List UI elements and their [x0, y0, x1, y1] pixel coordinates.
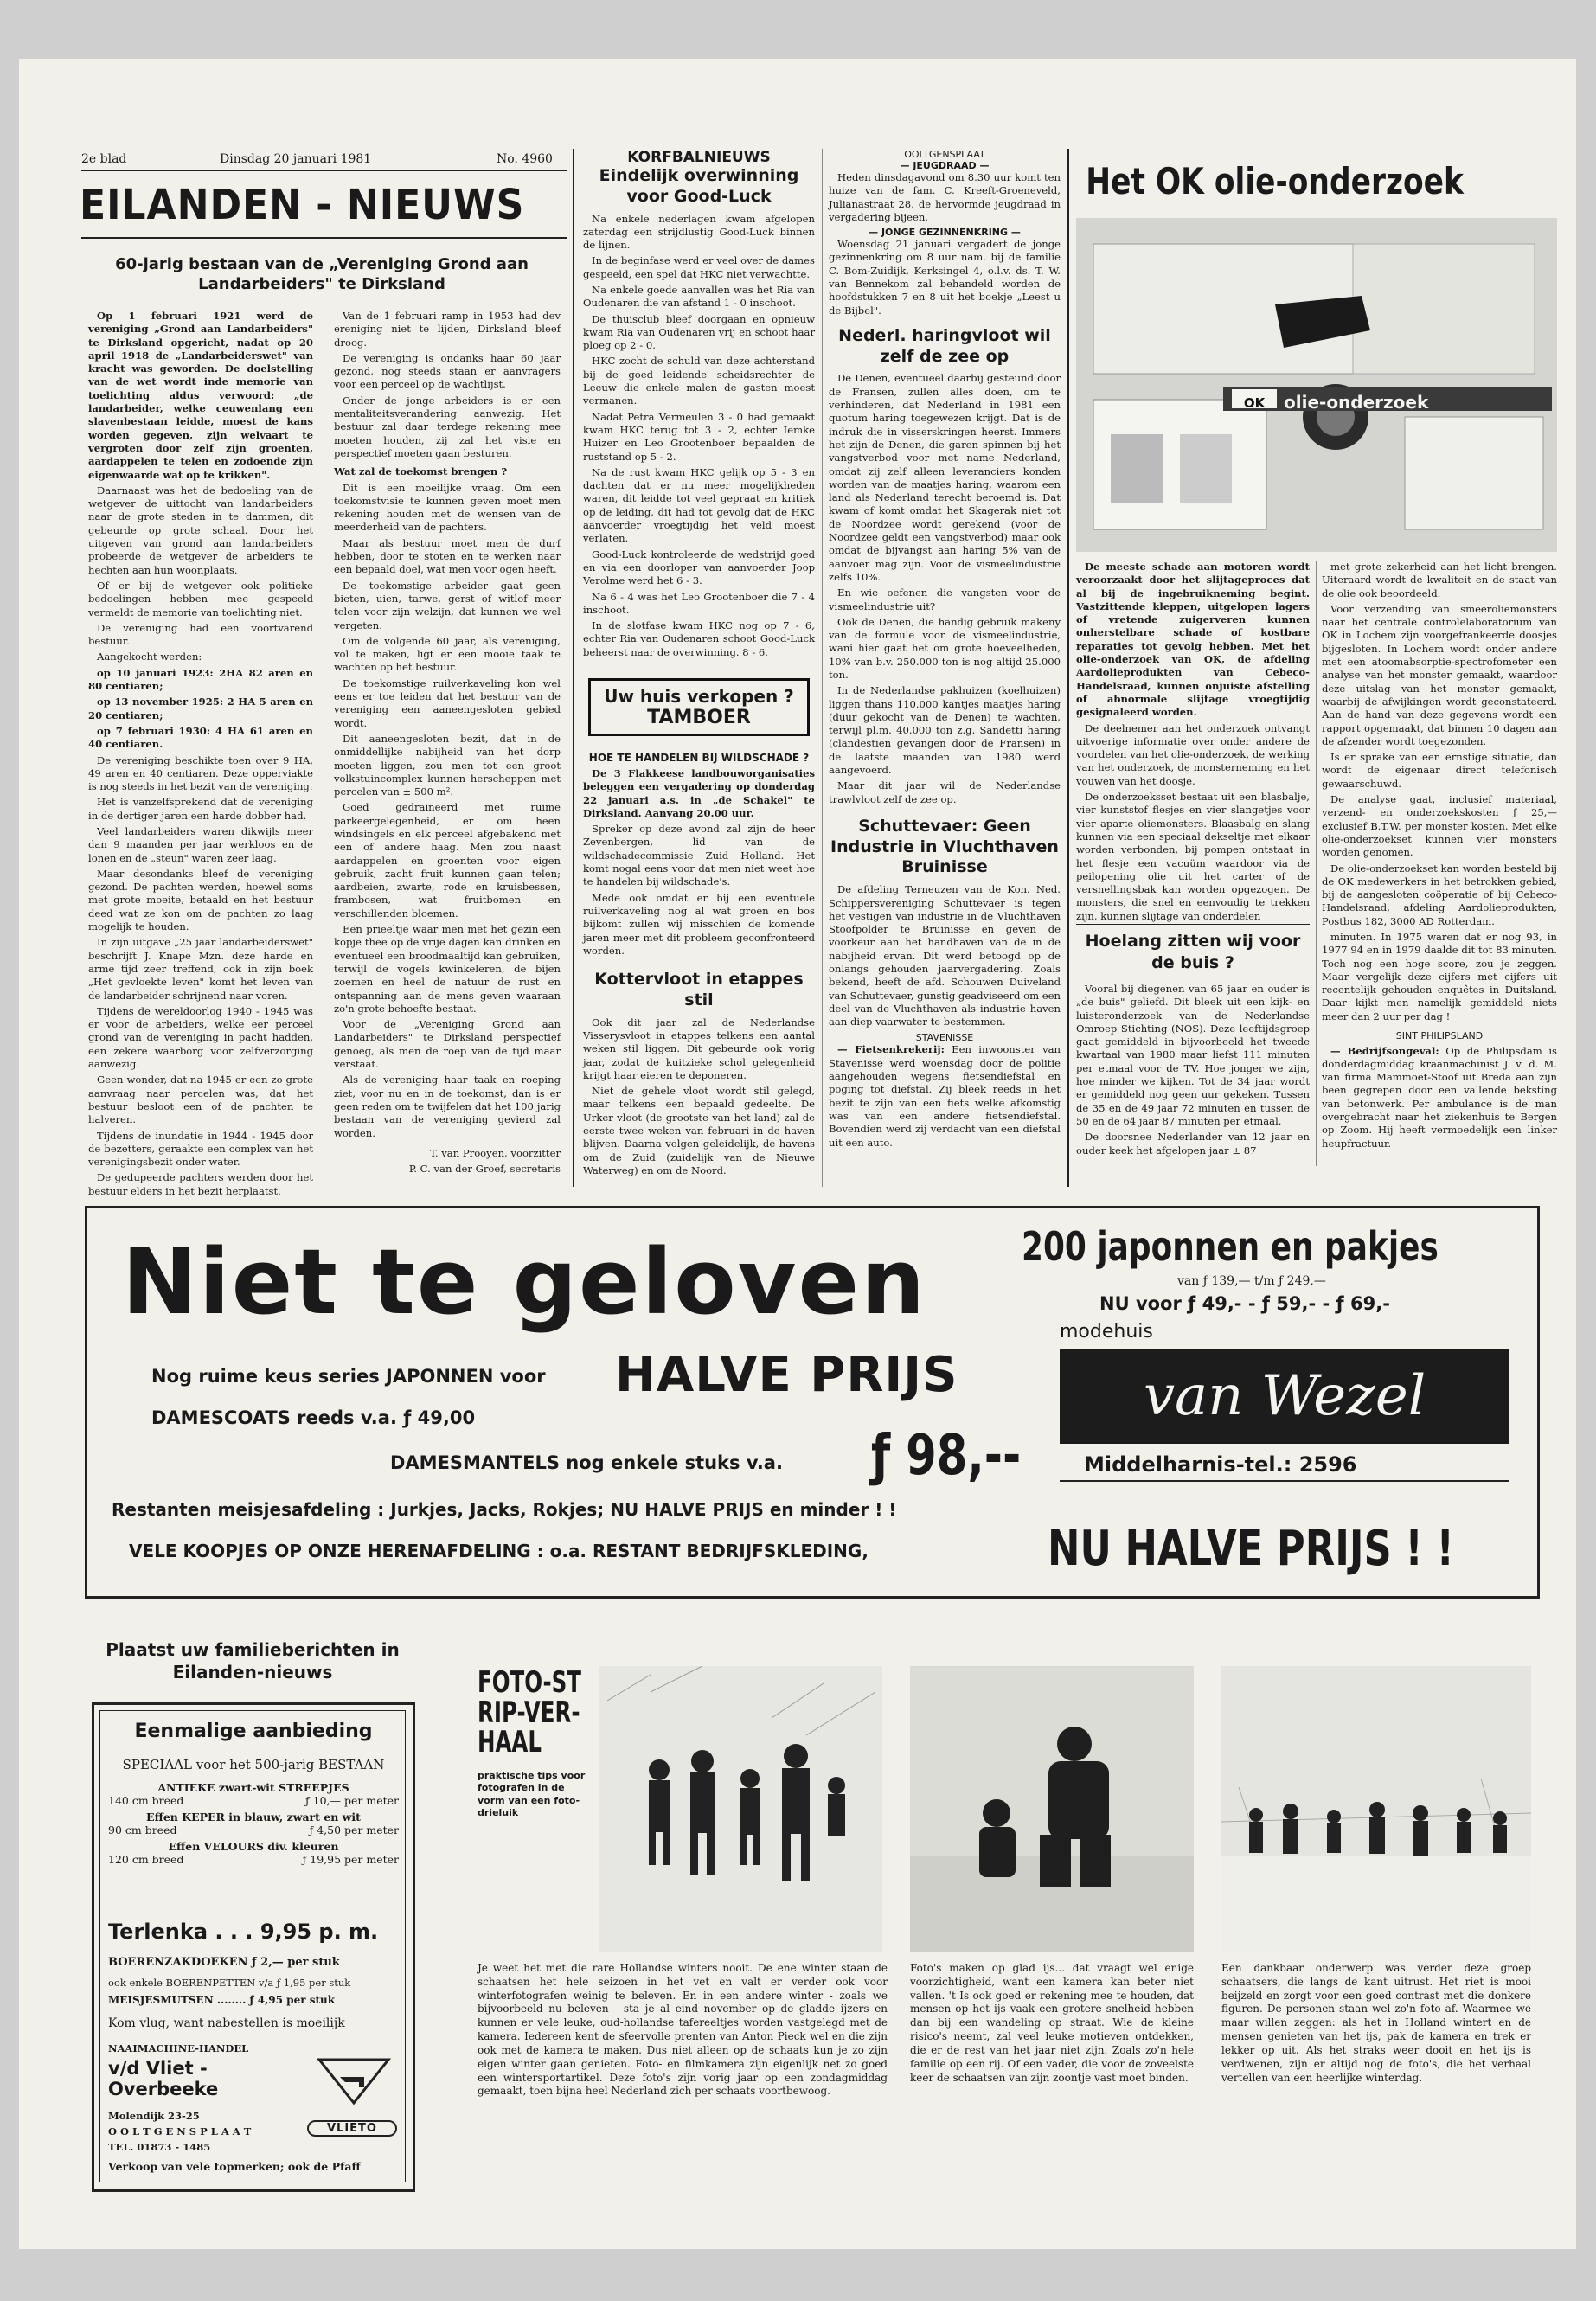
kottervloot-para: Niet de gehele vloot wordt stil gelegd, maar telkens een bepaald gedeelte. De Urker vloot (de grootste van het land) zal de eerste twee weken van februari in de haven blijven. Daarna volgen geleidelijk, de havens om de Zuid (zuidelijk van de Nieuwe Waterweg) en om de Noord. — [583, 1085, 815, 1176]
signature: P. C. van der Groef, secretaris — [408, 1163, 561, 1176]
schuttevaer-headline: Schuttevaer: Geen Industrie in Vluchthaven Bruinisse — [830, 816, 1059, 877]
news-column-3 — [829, 149, 1061, 1187]
stavenisse-para: Een inwoonster van Stavenisse werd woensdag door de politie aangehouden wegens fietsendiefstal en poging tot diefstal. Zij bleek reeds in het bezit te zijn van een fiets welke afkomstig was van een andere fietsendiefstal. Bovendien werd zij verdacht van een diefstal uit een auto. — [829, 1043, 1061, 1149]
wildschade-para: Spreker op deze avond zal zijn de heer Zevenbergen, lid van de wildschadecommissie Zuid Holland. Het komt nogal eens voor dat men niet weet hoe te handelen bij wildschade's. — [583, 823, 815, 888]
ad-line-damesmantels: DAMESMANTELS nog enkele stuks v.a. — [390, 1452, 783, 1473]
oolt-sub2: — JONGE GEZINNENKRING — — [869, 227, 1021, 239]
column-divider — [822, 149, 823, 1187]
philipsland-dateline: SINT PHILIPSLAND — [1395, 1030, 1484, 1042]
lead-para: Als de vereniging haar taak en roeping ziet, voor nu en in de toekomst, dan is er geen reden om te twijfelen dat het 100 jarig bestaan van de vereniging gevierd zal worden. — [334, 1074, 561, 1139]
oolt-para: Heden dinsdagavond om 8.30 uur komt ten huize van de fam. C. Kreeft-Groeneveld, Julianastraat 28, de hervormde jeugdraad in vergadering bijeen. — [829, 171, 1061, 223]
ok-photo-logo: OK — [1243, 395, 1266, 411]
lead-para: Maar desondanks bleef de vereniging gezond. De pachten werden, hoewel soms met grote moeite, betaald en het bestuur deed wat ze kon om de pachten zo laag mogelijk te houden. — [88, 867, 313, 933]
masthead-meta — [81, 152, 566, 168]
buis-para: De doorsnee Nederlander van 12 jaar en ouder keek het afgelopen jaar ± 87 — [1076, 1131, 1310, 1157]
foto-caption-2 — [910, 1962, 1194, 2195]
signature: T. van Prooyen, voorzitter — [429, 1146, 561, 1159]
lead-column-1 — [88, 310, 313, 1197]
korfbal-para: Na enkele nederlagen kwam afgelopen zaterdag een strijdlustig Good-Luck binnen de lijnen. — [583, 212, 815, 252]
issue-date: Dinsdag 20 januari 1981 — [220, 152, 372, 166]
vliet-special: SPECIAAL voor het 500-jarig BESTAAN — [122, 1757, 385, 1772]
lead-para: Op 1 februari 1921 werd de vereniging „Grond aan Landarbeiders" te Dirksland opgericht, nadat op 20 april 1918 de „Landarbeiderswet" van kracht was geworden. De doelstelling van de wet wordt inde memorie van toelichting aldus verwoord: „de landarbeider, welke ceuwenlang een slavenbestaan leidde, moest de kans worden gegeven, zijn welvaart te vergroten door zelf zijn groenten, aardappelen te telen en zodoende zijn eigenwaarde wat op te krikken". — [88, 310, 313, 481]
issue-number: No. 4960 — [497, 152, 553, 166]
vliet-items — [108, 1781, 399, 1869]
korfbal-headline: Eindelijk overwinning voor Good-Luck — [599, 166, 799, 206]
schuttevaer-para: De afdeling Terneuzen van de Kon. Ned. Schippersvereniging Schuttevaer is tegen het vestigen van industrie in de Vluchthaven Stoofpolder te Bruinisse en geven de voorkeur aan het handhaven van de in de nabijheid ervan. Dit werd betoogd op de onlangs gehouden jaarvergadering. Zoals bekend, heeft de afd. Schouwen Duiveland van Schuttevaer, gunstig geadviseerd om een deel van de Vluchthaven als industrie haven aan diep vaarwater te bestemmen. — [829, 883, 1061, 1029]
vliet-item-name: Effen VELOURS div. kleuren — [168, 1840, 339, 1853]
ok-para: met grote zekerheid aan het licht brengen. Uiteraard wordt de kwaliteit en de staat van de olie ook beoordeeld. — [1322, 561, 1557, 599]
haring-para: De Denen, eventueel daarbij gesteund door de Fransen, zullen alles doen, om te verhinderen, dat Nederland in 1981 een quotum haring toegewezen krijgt. Dat is de indruk die in visserskringen heerst. Immers het zijn de Denen, die garen spinnen bij het vangstverbod voor met name Nederland, omdat zij zelf alleen leveranciers konden worden van de maatjes haring, waarom een land als Nederland terecht beroemd is. Dat kwam of komt omdat het Skagerak niet tot de Noordzee wordt gerekend (voor de Noordzee geldt een vangstverbod) maar ook omdat de bijvangst aan haring 5% van de aanvoer mag zijn. Voor de vismeelindustrie zelfs 10%. — [829, 372, 1061, 583]
lead-para: In zijn uitgave „25 jaar landarbeiderswet" beschrijft J. Knape Mzn. deze harde en arme tijd zeer treffend, ook in zijn boek „Het gevloekte leven" komt het leven van de landarbeider schrijnend naar voren. — [88, 936, 313, 1002]
vliet-item-desc: 120 cm breed — [108, 1853, 184, 1866]
korfbal-para: De thuisclub bleef doorgaan en opnieuw kwam Ria van Oudenaren vrij en schoot haar ploeg op 2 - 0. — [583, 312, 815, 352]
ad-offer: 200 japonnen en pakjes — [1022, 1223, 1439, 1270]
korfbal-para: Na 6 - 4 was het Leo Grootenboer die 7 - 4 inschoot. — [583, 590, 815, 616]
skating-photo-group — [1221, 1666, 1531, 1952]
lead-para: Aangekocht werden: — [97, 651, 202, 663]
ok-para: Is er sprake van een ernstige situatie, dan wordt de eigenaar direct telefonisch gewaarschuwd. — [1322, 751, 1557, 790]
buis-column-right — [1322, 931, 1557, 1182]
ok-para: De analyse gaat, inclusief materiaal, verzend- en onderzoekskosten ƒ 25,— exclusief B.T.W. per monster kosten. Met elke olie-onderzoekset kunnen vier monsters worden genomen. — [1322, 793, 1557, 859]
vliet-item-price: ƒ 10,— per meter — [305, 1794, 399, 1807]
article-rule — [1076, 924, 1310, 925]
skating-photo-father — [910, 1666, 1194, 1952]
ad-was-price: van ƒ 139,— t/m ƒ 249,— — [1177, 1274, 1326, 1288]
oolt-dateline: OOLTGENSPLAAT — [904, 149, 985, 160]
haring-para: En wie oefenen die vangsten voor de vismeelindustrie uit? — [829, 586, 1061, 612]
lead-para: op 10 januari 1923: 2HA 82 aren en 80 centiaren; — [88, 666, 313, 693]
vliet-item-desc: 140 cm breed — [108, 1794, 184, 1807]
korfbal-kicker: KORFBALNIEUWS — [627, 149, 771, 166]
lead-para: Een prieeltje waar men met het gezin een kopje thee op de vrije dagen kan drinken en eventueel een broodmaaltijd kan gebruiken, terwijl de vogels kwinkeleren, de bijen zoemen en heel de natuur de rust en ontspanning aan de mens geven waaraan zo'n grote behoefte bestaat. — [334, 923, 561, 1015]
ad-nu-halve-prijs: NU HALVE PRIJS ! ! — [1048, 1521, 1454, 1577]
lead-para: Maar als bestuur moet men de durf hebben, door te stoten en te werken naar een bepaald doel, wat men voor ogen heeft. — [334, 536, 561, 576]
buis-para: Vooral bij diegenen van 65 jaar en ouder is „de buis" geliefd. Dit bleek uit een kijk- en luisteronderzoek van de Nederlandse Omroep Stichting (NOS). Deze leeftijdsgroep gaat gemiddeld in bijvoorbeeld het tweede kwartaal van 1980 maar liefst 111 minuten per etmaal voor de TV. Hoe jonger we zijn, hoe minder we kijken. Tot de 34 jaar wordt er gemiddeld nog geen uur gekeken. Tussen de 35 en de 49 jaar 72 minuten en tussen de 50 en de 64 jaar 87 minuten per etmaal. — [1076, 983, 1310, 1127]
lead-para: De toekomstige ruilverkaveling kon wel eens er toe leiden dat het bestuur van de vereniging een aaneengesloten gebied wordt. — [334, 676, 561, 729]
ad-line-japonnen: Nog ruime keus series JAPONNEN voor — [151, 1366, 546, 1387]
lead-para: De vereniging had een voortvarend bestuur. — [88, 621, 313, 648]
ok-column-left — [1076, 561, 1310, 993]
lead-subhead: Wat zal de toekomst brengen ? — [334, 465, 508, 478]
wildschade-para: Mede ook omdat er bij een eventuele ruilverkaveling nog al wat groen en bos bijkomt zullen wij misschien de komende jaren meer met dit probleem geconfronteerd worden. — [583, 891, 815, 957]
masthead-rule — [81, 170, 567, 171]
ok-para: De meeste schade aan motoren wordt veroorzaakt door het slijtageproces dat al bij de ingebruikneming begint. Vastzittende kleppen, uitgelopen lagers of vretende zuigerveren kunnen onherstelbare schade of kostbare reparaties tot gevolg hebben. Met het olie-onderzoek van OK, de afdeling Aardolieprodukten van Cebeco-Handelsraad, kunnen onjuiste afstelling of abnormale slijtage vroegtijdig gesignaleerd worden. — [1076, 561, 1310, 719]
ok-column-right — [1322, 561, 1557, 993]
lead-para: Onder de jonge arbeiders is er een mentaliteitsverandering aanwezig. Het bestuur zal daar terdege rekening mee moeten houden, zij zal het visie en perspectief moeten gaan besturen. — [334, 394, 561, 459]
masthead-title: EILANDEN - NIEUWS — [80, 181, 525, 229]
vliet-ad[interactable] — [92, 1702, 415, 2192]
korfbal-para: In de slotfase kwam HKC nog op 7 - 6, echter Ria van Oudenaren schoot Good-Luck beheerst naar de overwinning. 8 - 6. — [583, 619, 815, 658]
buis-column-left — [1076, 983, 1310, 1182]
ad-line-heren: VELE KOOPJES OP ONZE HERENAFDELING : o.a. RESTANT BEDRIJFSKLEDING, — [129, 1541, 869, 1561]
kottervloot-headline: Kottervloot in etappes stil — [594, 970, 804, 1009]
lead-para: De gedupeerde pachters werden door het bestuur elders in het bezit herplaatst. — [88, 1171, 313, 1197]
ok-para: Voor verzending van smeeroliemonsters naar het centrale controlelaboratorium van OK in Lochem zijn voorgefrankeerde doosjes bijgesloten. In Lochem wordt onder andere met een atoomabsorptie-spectrofometer een analyse van het monster gemaakt, waardoor deze uitslag van het monster gemaakt, waarbij de afwijkingen wordt geconstateerd. Aan de hand van deze gegevens wordt een rapport opgemaakt, dat binnen 10 dagen aan de afzender wordt toegezonden. — [1322, 602, 1557, 747]
section-divider — [573, 149, 574, 1187]
vliet-shop-type: NAAIMACHINE-HANDEL — [108, 2042, 249, 2054]
ad-now-values: ƒ 49,- - ƒ 59,- - ƒ 69,- — [1188, 1293, 1390, 1314]
foto-strip-title: FOTO-STRIP-VER-HAAL — [478, 1665, 581, 1760]
philipsland-sub: — Bedrijfsongeval: — [1330, 1044, 1439, 1057]
ad-halve-prijs: HALVE PRIJS — [615, 1347, 958, 1403]
lead-para: Goed gedraineerd met ruime parkeergelegenheid, er om heen windsingels en elk perceel afgebakend met een of andere haag. Men zou naast aardappelen en groenten voor eigen gebruik, zacht fruit kunnen gaan telen; aardbeien, zwarte, rode en kruisbessen, frambosen, wat fruitbomen en verschillenden bloemen. — [334, 801, 561, 920]
lead-para: Om de volgende 60 jaar, als vereniging, vol te maken, ligt er een mooie taak te wachten op het bestuur. — [334, 634, 561, 674]
shop-logo: van Wezel — [1060, 1349, 1509, 1444]
vlieto-logo: VLIETO — [307, 2120, 397, 2137]
ad-headline: Niet te geloven — [122, 1229, 927, 1335]
korfbal-para: Na enkele goede aanvallen was het Ria van Oudenaren die van afstand 1 - 0 inschoot. — [583, 283, 815, 310]
vliet-shop-name: v/d Vliet - Overbeeke — [108, 2058, 219, 2100]
foto-caption-text: Je weet het met die rare Hollandse winters nooit. De ene winter staan de schaatsen het hele seizoen in het vet en valt er verder ook voor winterfotografen weinig te beleven. En in een andere winter - zoals we bijvoorbeeld nu beleven - sta je al eind november op de gladde ijzers en kunnen er vele leuke, oud-hollandse tafereeltjes worden vastgelegd met de kamera. Iedereen kent de sfeervolle prenten van Anton Pieck wel en die zijn ook met de kamera te maken. Dus niet alleen op de schaats kun je zo zijn eigen winter gaan genieten. Foto- en filmkamera zijn eigenlijk net zo goed een wintersportartikel. Deze foto's zijn vorig jaar op een zondagmiddag gemaakt, toen bijna heel Nederland zich per schaats voortbewoog. — [478, 1962, 888, 2098]
lead-para: Het is vanzelfsprekend dat de vereniging in de dertiger jaren een harde dobber had. — [88, 796, 313, 822]
haring-para: Maar dit jaar wil de Nederlandse trawlvloot zelf de zee op. — [829, 779, 1061, 805]
vliet-phone: TEL. 01873 - 1485 — [108, 2141, 211, 2153]
ad-line-damescoats: DAMESCOATS reeds v.a. ƒ 49,00 — [151, 1407, 476, 1428]
lead-para: De vereniging beschikte toen over 9 HA, 49 aren en 40 centiaren. Deze opperviakte is nog steeds in het bezit van de vereniging. — [88, 753, 313, 793]
vliet-item-price: ƒ 19,95 per meter — [302, 1853, 399, 1866]
vliet-kom-vlug: Kom vlug, want nabestellen is moeilijk — [108, 2016, 345, 2030]
kottervloot-para: Ook dit jaar zal de Nederlandse Visserysvloot in etappes telkens een aantal weken stil liggen. Dit gebeurde ook vorig jaar, zodat de kuitzieke schol gelegenheid krijgt haar eieren te deponeren. — [583, 1016, 815, 1081]
ad-line-meisjes: Restanten meisjesafdeling : Jurkjes, Jacks, Rokjes; NU HALVE PRIJS en minder ! ! — [112, 1499, 897, 1520]
van-wezel-ad[interactable] — [85, 1206, 1540, 1599]
stavenisse-dateline: STAVENISSE — [915, 1032, 974, 1044]
haring-para: Ook de Denen, die handig gebruik makeny van de formule voor de vismeelindustrie, wani hier gaat het om grote hoeveelheden, 10% van b.v. 250.000 ton is nog altijd 25.000 ton. — [829, 615, 1061, 681]
vliet-item-name: Effen KEPER in blauw, zwart en wit — [146, 1811, 361, 1823]
lead-para: De vereniging is ondanks haar 60 jaar gezond, nog steeds staan er aanvragers voor een perceel op de wachtlijst. — [334, 351, 561, 391]
stavenisse-sub: — Fietsenkrekerij: — [837, 1043, 945, 1056]
masthead-rule-bottom — [81, 237, 567, 239]
foto-caption-1 — [478, 1962, 888, 2195]
lead-para: Daarnaast was het de bedoeling van de wetgever de uittocht van landarbeiders naar de grote steden in te dammen, dit gebeurde op grote schaal. Door het uitgeven van grond aan landarbeiders probeerde de wetgever de arbeiders te hechten aan hun woonplaats. — [88, 484, 313, 576]
wildschade-para: De 3 Flakkeese landbouworganisaties beleggen een vergadering op donderdag 22 januari a.s. in „de Schakel" te Dirksland. Aanvang 20.00 uur. — [583, 767, 815, 819]
lead-para: Dit is een moeilijke vraag. Om een toekomstvisie te kunnen geven moet men rekening houden met de wensen van de meerderheid van de pachters. — [334, 481, 561, 534]
korfbal-para: HKC zocht de schuld van deze achterstand bij de goed leidende scheidsrechter de Leeuw die enkele malen de gasten moest vermanen. — [583, 355, 815, 407]
foto-caption-3 — [1221, 1962, 1531, 2195]
sewing-machine-icon — [311, 2051, 397, 2120]
vliet-terlenka: Terlenka . . . 9,95 p. m. — [108, 1920, 379, 1944]
tamboer-ad-line2: TAMBOER — [647, 707, 751, 728]
buis-para: minuten. In 1975 waren dat er nog 93, in 1977 94 en in 1979 daalde dit tot 83 minuten. Toch nog een hoge score, zou je zeggen. Maar vergelijk deze cijfers met cijfers uit recentelijk gehouden enquêtes in Duitsland. Daar kijkt men namelijk gemiddeld niets meer dan 2 uur per dag ! — [1322, 931, 1557, 1022]
vliet-mutsen: MEISJESMUTSEN ........ ƒ 4,95 per stuk — [108, 1994, 336, 2006]
ok-para: De deelnemer aan het onderzoek ontvangt uitvoerige informatie over onder andere de voordelen van het olie-onderzoek, de werking van het onderzoek, de monsterneming en het vouwen van het doosje. — [1076, 721, 1310, 787]
ok-product-photo — [1076, 218, 1557, 552]
foto-strip-kicker: praktische tips voor fotografen in de vorm van een foto-drieluik — [478, 1770, 586, 1818]
ok-para: De olie-onderzoekset kan worden besteld bij de OK medewerkers in het betrokken gebied, bij de aangesloten coöperatie of bij Cebeco-Handelsraad, afdeling Aardolieprodukten, Postbus 182, 3000 AD Rotterdam. — [1322, 862, 1557, 927]
vliet-boerenzakdoeken: BOERENZAKDOEKEN ƒ 2,— per stuk — [108, 1956, 340, 1969]
lead-para: Veel landarbeiders waren dikwijls meer dan 9 maanden per jaar werkloos en de lonen en de „steun" waren zeer laag. — [88, 824, 313, 864]
wildschade-headline: HOE TE HANDELEN BIJ WILDSCHADE ? — [588, 752, 810, 764]
foto-strip-title-block — [478, 1665, 590, 1953]
lead-para: Geen wonder, dat na 1945 er een zo grote aanvraag naar percelen was, dat het bestuur besloot een of de pachten te halveren. — [88, 1074, 313, 1126]
lead-para: Tijdens de wereldoorlog 1940 - 1945 was er voor de arbeiders, welke eer perceel grond van de vereniging in pacht hadden, een zekere waarborg voor zelfverzorging aanwezig. — [88, 1004, 313, 1071]
haring-headline: Nederl. haringvloot wil zelf de zee op — [838, 325, 1051, 366]
korfbal-para: In de beginfase werd er veel over de dames gespeeld, een spel dat HKC niet verwachtte. — [583, 254, 815, 280]
vliet-item-desc: 90 cm breed — [108, 1823, 177, 1836]
ok-product-illustration — [1076, 218, 1557, 552]
shop-prefix: modehuis — [1060, 1321, 1153, 1343]
ok-photo-label: olie-onderzoek — [1284, 392, 1429, 413]
ad-now-price — [1099, 1293, 1390, 1314]
korfbal-para: Nadat Petra Vermeulen 3 - 0 had gemaakt kwam HKC terug tot 3 - 2, echter Iemke Huizer en Leo Grootenboer bepaalden de ruststand op 5 - 2. — [583, 410, 815, 463]
column-divider — [1316, 561, 1317, 1166]
family-notice: Plaatst uw familieberichten in Eilanden-nieuws — [106, 1639, 400, 1682]
section-divider — [1067, 149, 1069, 1187]
lead-headline: 60-jarig bestaan van de „Vereniging Grond aan Landarbeiders" te Dirksland — [115, 255, 529, 294]
haring-para: In de Nederlandse pakhuizen (koelhuizen) liggen thans 110.000 kantjes maatjes haring (duur gekocht van de Denen) te wachten, terwijl pl.m. 40.000 ton z.g. Sandetti haring (clandestien gevangen door de Fransen) in de laatste maanden van 1980 werd aangevoerd. — [829, 684, 1061, 777]
korfbal-para: Good-Luck kontroleerde de wedstrijd goed en via een doorloper van aanvoerder Joop Verolme werd het 6 - 3. — [583, 548, 815, 587]
vliet-footer: Verkoop van vele topmerken; ook de Pfaff — [108, 2160, 361, 2173]
lead-para: op 7 februari 1930: 4 HA 61 aren en 40 centiaren. — [88, 724, 313, 751]
shop-phone: Middelharnis-tel.: 2596 — [1060, 1452, 1509, 1482]
vliet-item-price: ƒ 4,50 per meter — [309, 1823, 399, 1836]
korfbal-para: Na de rust kwam HKC gelijk op 5 - 3 en dachten dat er nu meer mogelijkheden waren, dit leidde tot veel gepraat en kritiek op de leiding, dit had tot gevolg dat de HKC aanvoerder vroegtijdig het veld moest verlaten. — [583, 465, 815, 545]
ok-para: De onderzoeksset bestaat uit een blasbalje, vier kunststof flesjes en vier slangetjes voor vier aparte oliemonsters. Blaasbalg en slang kunnen via een speciaal dekseltje met elkaar worden verbonden, bij pompen ontstaat in het flesje een vacuüm waardoor via de peilopening olie uit het carter of de versnellingsbak kan worden opgezogen. De monsters, die snel en eenvoudig te trekken zijn, kunnen slijtage van onderdelen — [1076, 791, 1310, 922]
oolt-para: Woensdag 21 januari vergadert de jonge gezinnenkring om 8 uur nam. bij de familie C. Bom-Zuidijk, Kerksingel 4, o.l.v. ds. T. W. van Bennekom zal behandeld worden de hoofdstukken 7 en 8 uit het boekje „Leest u de Bijbel". — [829, 238, 1061, 317]
philipsland-para: Op de Philipsdam is donderdagmiddag kraanmachinist J. v. d. M. van firma Mammoet-Stoof uit Breda aan zijn been gegrepen door een vallende beksting van betonwerk. Per ambulance is de man overgebracht naar het ziekenhuis te Bergen op Zoom. Hij heeft vermoedelijk een linker heupfractuur. — [1322, 1044, 1558, 1150]
ad-now-label: NU voor — [1099, 1293, 1182, 1314]
lead-para: Of er bij de wetgever ook politieke bedoelingen hebben mee gespeeld vermeldt de memorie van toelichting niet. — [88, 579, 313, 619]
ok-headline: Het OK olie-onderzoek — [1086, 160, 1464, 202]
lead-para: op 13 november 1925: 2 HA 5 aren en 20 centiaren; — [88, 695, 313, 721]
foto-caption-text: Een dankbaar onderwerp was verder deze groep schaatsers, die langs de kant uitrust. Het riet is mooi beijzeld en zorgt voor een goed contrast met die donkere figuren. De personen staan wel zo'n foto af. Waarmee we maar willen zeggen: als het in Holland wintert en de mensen genieten van het ijs, pak de kamera en trek er lekker op uit. Als het straks weer dooit en het ijs is verdwenen, zijn er altijd nog de foto's, die het verhaal vertellen van een heerlijke winterdag. — [1221, 1962, 1531, 2084]
lead-column-2 — [334, 310, 561, 1175]
lead-para: De toekomstige arbeider gaat geen bieten, uien, tarwe, gerst of witlof meer telen voor zijn welzijn, dat kunnen we wel vergeten. — [334, 579, 561, 631]
vliet-title: Eenmalige aanbieding — [134, 1721, 373, 1742]
korfbal-column — [583, 149, 815, 1187]
vliet-item-name: ANTIEKE zwart-wit STREEPJES — [157, 1781, 349, 1794]
vliet-address: Molendijk 23-25 — [108, 2110, 200, 2122]
foto-caption-text: Foto's maken op glad ijs... dat vraagt wel enige voorzichtigheid, want een kamera kan beter niet vallen. 't Is ook goed er rekening mee te houden, dat mensen op het ijs vaak een grotere snelheid hebben dan bij een wandeling op straat. Wie de kleine risico's neemt, zal veel leuke motieven ontdekken, die er de rest van het jaar niet zijn. Zoals zo'n hele familie op een rij. Of een vader, die voor de zoveelste keer de schaatsen van zijn zoontje vast moet binden. — [910, 1962, 1194, 2084]
newspaper-page — [19, 59, 1576, 2249]
ad-price: ƒ 98,-- — [871, 1424, 1022, 1488]
lead-para: Van de 1 februari ramp in 1953 had dev ereniging niet te lijden, Dirksland bleef droog. — [334, 310, 561, 349]
lead-para: Tijdens de inundatie in 1944 - 1945 door de bezetters, geraakte een complex van het verenigingsbezit onder water. — [88, 1129, 313, 1169]
tamboer-ad-line1: Uw huis verkopen ? — [604, 686, 794, 707]
skating-photo-family — [599, 1666, 882, 1952]
buis-headline: Hoelang zitten wij voor de buis ? — [1085, 932, 1301, 972]
vliet-boerenpetten: ook enkele BOERENPETTEN v/a ƒ 1,95 per stuk — [108, 1977, 351, 1989]
vliet-town: O O L T G E N S P L A A T — [108, 2125, 252, 2138]
lead-para: Voor de „Vereniging Grond aan Landarbeiders" te Dirksland perspectief genoeg, als men de roep van de tijd maar verstaat. — [334, 1018, 561, 1071]
oolt-sub1: — JEUGDRAAD — — [900, 160, 990, 171]
page-label: 2e blad — [81, 152, 127, 166]
lead-para: Dit aaneengesloten bezit, dat in de onmiddellijke nabijheid van het dorp moeten liggen, zou men tot een groot volkstuincomplex kunnen herscheppen met percelen van ± 500 m². — [334, 732, 561, 798]
tamboer-ad[interactable] — [588, 678, 810, 736]
